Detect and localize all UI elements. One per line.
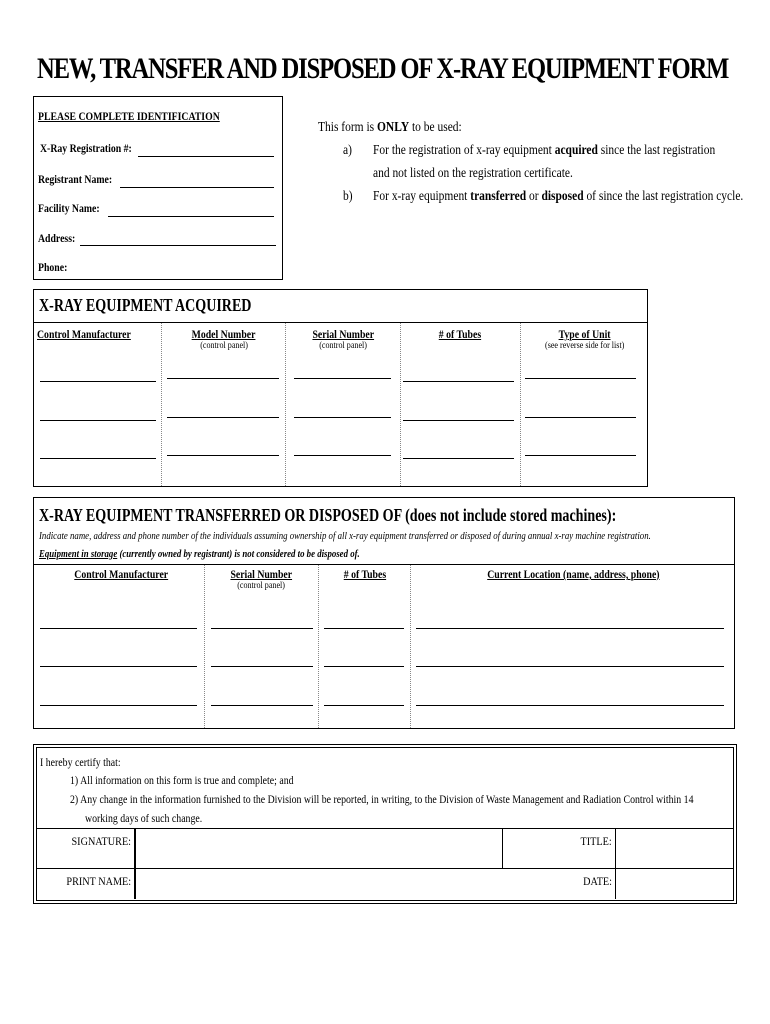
- transferred-title: X-RAY EQUIPMENT TRANSFERRED OR DISPOSED OF (does not include stored machines):: [39, 505, 617, 525]
- transferred-col-serial: [204, 569, 319, 591]
- signature-label-cell: [36, 828, 135, 869]
- identification-box: [33, 96, 283, 280]
- signature-field[interactable]: [135, 828, 503, 869]
- transferred-note: Indicate name, address and phone number of the individuals assuming ownership of all x-ray equipment transferred or disposed of during annual x-ray machine registration.: [39, 530, 651, 542]
- transferred-col-location-label: Current Location (name, address, phone): [486, 569, 660, 581]
- acquired-separator: [400, 323, 401, 486]
- acquired-separator: [285, 323, 286, 486]
- acquired-entry-line[interactable]: [294, 378, 391, 379]
- acquired-entry-line[interactable]: [294, 455, 391, 456]
- registration-number-label: X-Ray Registration #:: [40, 143, 132, 155]
- date-field[interactable]: [615, 868, 733, 899]
- transferred-section: [33, 497, 735, 729]
- transferred-col-tubes: [317, 569, 412, 581]
- acquired-col-serial-sub: (control panel): [319, 341, 367, 351]
- acquired-col-tubes: [400, 329, 520, 341]
- acquired-col-serial: [286, 329, 400, 351]
- acquired-entry-line[interactable]: [403, 420, 514, 421]
- transferred-entry-line[interactable]: [40, 705, 197, 706]
- acquired-entry-line[interactable]: [403, 458, 514, 459]
- acquired-col-manufacturer-label: Control Manufacturer: [37, 329, 131, 341]
- acquired-separator: [520, 323, 521, 486]
- acquired-col-tubes-label: # of Tubes: [438, 329, 482, 341]
- transferred-entry-line[interactable]: [211, 705, 313, 706]
- transferred-entry-line[interactable]: [324, 666, 404, 667]
- acquired-col-type: [522, 329, 647, 351]
- acquired-col-serial-label: Serial Number: [312, 329, 374, 341]
- acquired-col-type-sub: (see reverse side for list): [544, 341, 625, 351]
- registration-number-field[interactable]: [138, 156, 274, 157]
- acquired-col-type-label: Type of Unit: [558, 329, 611, 341]
- acquired-title: X-RAY EQUIPMENT ACQUIRED: [39, 295, 252, 315]
- transferred-col-serial-sub: (control panel): [237, 581, 286, 591]
- identification-heading: PLEASE COMPLETE IDENTIFICATION: [38, 111, 220, 123]
- print-name-field[interactable]: [135, 868, 616, 899]
- acquired-entry-line[interactable]: [40, 420, 156, 421]
- address-label: Address:: [38, 233, 76, 245]
- acquired-divider: [34, 322, 647, 323]
- acquired-col-model: [164, 329, 284, 351]
- transferred-col-location: [412, 569, 734, 581]
- acquired-col-model-sub: (control panel): [200, 341, 248, 351]
- registrant-name-label: Registrant Name:: [38, 174, 113, 186]
- phone-label: Phone:: [38, 262, 68, 274]
- transferred-divider: [34, 564, 734, 565]
- transferred-separator: [204, 565, 205, 728]
- certify-intro: I hereby certify that:: [40, 755, 121, 769]
- facility-name-field[interactable]: [108, 216, 274, 217]
- transferred-separator: [410, 565, 411, 728]
- transferred-col-tubes-label: # of Tubes: [343, 569, 386, 581]
- transferred-col-manufacturer-label: Control Manufacturer: [74, 569, 168, 581]
- acquired-entry-line[interactable]: [40, 458, 156, 459]
- transferred-entry-line[interactable]: [416, 628, 724, 629]
- print-name-label-cell: [36, 868, 135, 899]
- transferred-entry-line[interactable]: [324, 705, 404, 706]
- certification-section: [33, 744, 737, 904]
- transferred-entry-line[interactable]: [40, 666, 197, 667]
- transferred-entry-line[interactable]: [211, 666, 313, 667]
- acquired-entry-line[interactable]: [294, 417, 391, 418]
- intro-lead: This form is ONLY to be used:: [318, 120, 462, 135]
- date-label: DATE:: [583, 874, 612, 888]
- acquired-entry-line[interactable]: [167, 378, 279, 379]
- acquired-col-manufacturer: [37, 329, 157, 341]
- title-label: TITLE:: [580, 834, 612, 848]
- signature-label: SIGNATURE:: [71, 834, 131, 848]
- storage-note: Equipment in storage (currently owned by registrant) is not considered to be disposed of.: [39, 548, 360, 560]
- acquired-entry-line[interactable]: [525, 417, 636, 418]
- intro-item-a-line2: and not listed on the registration certificate.: [373, 166, 573, 181]
- acquired-entry-line[interactable]: [167, 455, 279, 456]
- intro-item-b-marker: b): [343, 189, 353, 204]
- intro-item-a: For the registration of x-ray equipment acquired since the last registration: [373, 143, 716, 158]
- acquired-separator: [161, 323, 162, 486]
- intro-item-b: For x-ray equipment transferred or disposed of since the last registration cycle.: [373, 189, 744, 204]
- certify-item-2-continued: working days of such change.: [85, 811, 203, 825]
- transferred-col-manufacturer: [36, 569, 206, 581]
- print-name-label: PRINT NAME:: [66, 874, 131, 888]
- transferred-entry-line[interactable]: [416, 705, 724, 706]
- facility-name-label: Facility Name:: [38, 203, 100, 215]
- acquired-entry-line[interactable]: [403, 381, 514, 382]
- title-field[interactable]: [615, 828, 733, 869]
- address-field[interactable]: [80, 245, 276, 246]
- acquired-entry-line[interactable]: [525, 455, 636, 456]
- transferred-separator: [318, 565, 319, 728]
- title-label-cell: [502, 828, 616, 869]
- transferred-entry-line[interactable]: [40, 628, 197, 629]
- certify-item-2: 2) Any change in the information furnished to the Division will be reported, in writing, to the Division of Waste Management and Radiation Control within 14: [70, 792, 694, 806]
- registrant-name-field[interactable]: [120, 187, 274, 188]
- transferred-entry-line[interactable]: [324, 628, 404, 629]
- transferred-col-serial-label: Serial Number: [230, 569, 293, 581]
- acquired-col-model-label: Model Number: [192, 329, 256, 341]
- acquired-entry-line[interactable]: [167, 417, 279, 418]
- page-title: NEW, TRANSFER AND DISPOSED OF X-RAY EQUIPMENT FORM: [37, 52, 729, 85]
- acquired-section: [33, 289, 648, 487]
- acquired-entry-line[interactable]: [40, 381, 156, 382]
- certify-item-1: 1) All information on this form is true and complete; and: [70, 773, 294, 787]
- intro-item-a-marker: a): [343, 143, 352, 158]
- acquired-entry-line[interactable]: [525, 378, 636, 379]
- transferred-entry-line[interactable]: [416, 666, 724, 667]
- transferred-entry-line[interactable]: [211, 628, 313, 629]
